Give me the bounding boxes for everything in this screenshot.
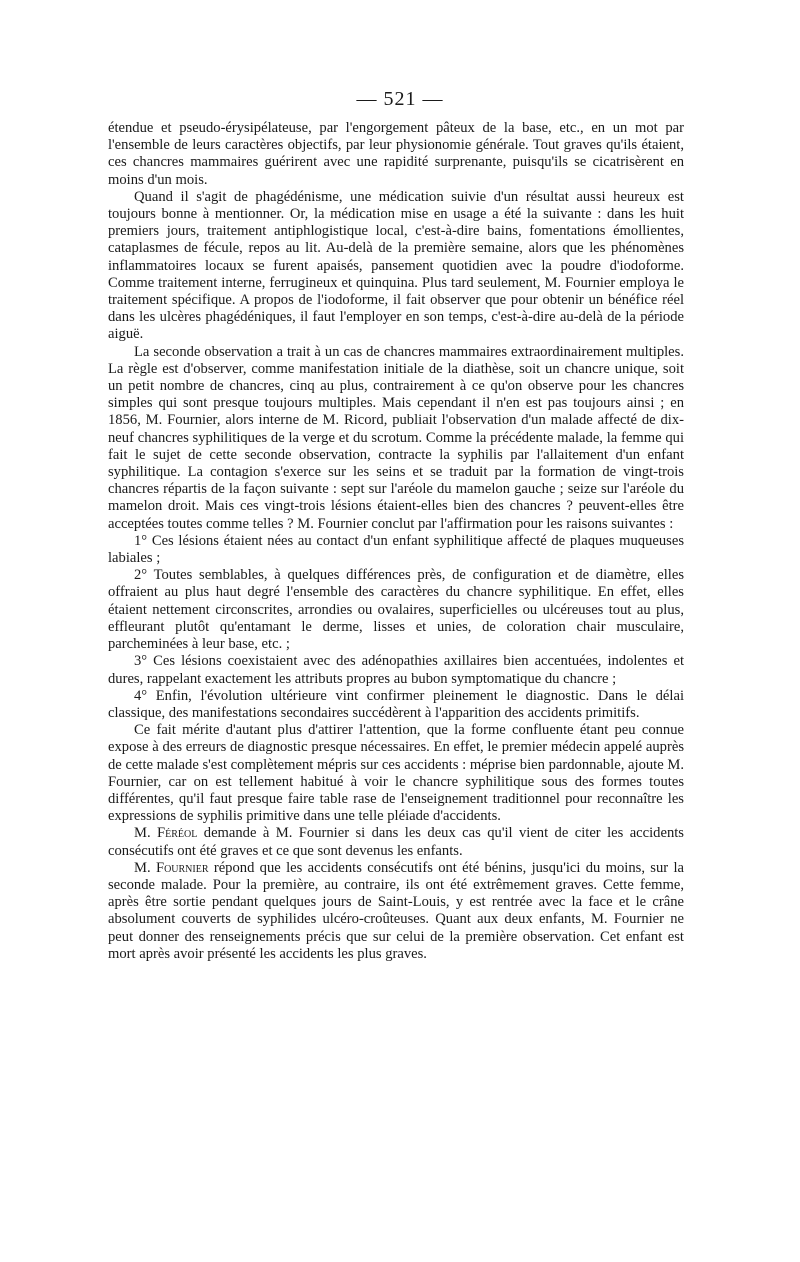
fereol-question-text: demande à M. Fournier si dans les deux cas qu'il vient de citer les accidents consécutifs ont été graves et ce que sont devenus les enfants. bbox=[108, 825, 684, 859]
paragraph-second-observation: La seconde observation a trait à un cas de chancres mammaires extraordinairement multiples. La règle est d'observer, comme manifestation initiale de la diathèse, soit un chancre unique, soit un petit nombre de chancres, cinq au plus, contrairement à ce qu'on observe pour les chancres simples qui sont presque toujours multiples. Mais cependant il n'en est pas toujours ainsi ; en 1856, M. Fournier, alors interne de M. Ricord, publiait l'observation d'un malade affecté de dix-neuf chancres syphilitiques de la verge et du scrotum. Comme la précédente malade, la femme qui fait le sujet de cette seconde observation, contracte la syphilis par l'allaitement d'un enfant syphilitique. La contagion s'exerce sur les seins et se traduit par la formation de vingt-trois chancres répartis de la façon suivante : sept sur l'aréole du mamelon gauche ; seize sur l'aréole du mamelon droit. Mais ces vingt-trois lésions étaient-elles bien des chancres ? peuvent-elles être acceptées toutes comme telles ? M. Fournier conclut par l'affirmation pour les raisons suivantes : bbox=[108, 343, 684, 532]
fournier-reply-text: répond que les accidents consécutifs ont été bénins, jusqu'ici du moins, sur la seconde malade. Pour la première, au contraire, ils ont été extrêmement graves. Cette femme, après être sortie pendant quelques jours de Saint-Louis, y est rentrée avec la face et le crâne absolument couverts de syphilides ulcéro-croûteuses. Quant aux deux enfants, M. Fournier ne peut donner des renseignements précis que sur celui de la première observation. Cet enfant est mort après avoir présenté les accidents les plus graves. bbox=[108, 859, 684, 962]
speaker-fournier: M. Fournier bbox=[134, 859, 209, 876]
paragraph-fereol-question bbox=[108, 825, 684, 859]
reason-3: 3° Ces lésions coexistaient avec des adénopathies axillaires bien accentuées, indolentes et dures, rappelant exactement les attributs propres au bubon symptomatique du chancre ; bbox=[108, 653, 684, 687]
reason-2: 2° Toutes semblables, à quelques différences près, de configuration et de diamètre, elles offraient au plus haut degré l'ensemble des caractères du chancre syphilitique. En effet, elles étaient nettement circonscrites, arrondies ou ovalaires, superficielles ou ulcéreuses tout au plus, effleurant plutôt qu'entamant le derme, lisses et unies, de coloration chair musculaire, parcheminées à leur base, etc. ; bbox=[108, 567, 684, 653]
speaker-fereol: M. Féréol bbox=[134, 825, 198, 842]
paragraph-continuation: étendue et pseudo-érysipélateuse, par l'engorgement pâteux de la base, etc., en un mot par l'ensemble de leurs caractères objectifs, par leur physionomie générale. Tout graves qu'ils étaient, ces chancres mammaires guérirent avec une rapidité surprenante, puisqu'ils se cicatrisèrent en moins d'un mois. bbox=[108, 120, 684, 188]
paragraph-confluent-form: Ce fait mérite d'autant plus d'attirer l'attention, que la forme confluente étant peu connue expose à des erreurs de diagnostic presque nécessaires. En effet, le premier médecin appelé auprès de cette malade s'est complètement mépris sur ces accidents : méprise bien pardonnable, ajoute M. Fournier, car on est tellement habitué à voir le chancre syphilitique sous des formes toutes différentes, qu'il faut presque faire table rase de l'enseignement traditionnel pour reconnaître les expressions de syphilis primitive dans une telle pléiade d'accidents. bbox=[108, 722, 684, 825]
reason-4: 4° Enfin, l'évolution ultérieure vint confirmer pleinement le diagnostic. Dans le délai classique, des manifestations secondaires succédèrent à l'apparition des accidents primitifs. bbox=[108, 687, 684, 721]
body-text bbox=[108, 120, 684, 963]
paragraph-phagedenisme: Quand il s'agit de phagédénisme, une médication suivie d'un résultat aussi heureux est toujours bonne à mentionner. Or, la médication mise en usage a été la suivante : dans les huit premiers jours, traitement antiphlogistique local, c'est-à-dire bains, fomentations émollientes, cataplasmes de fécule, repos au lit. Au-delà de la première semaine, alors que les phénomènes inflammatoires locaux se furent apaisés, pansement quotidien avec la poudre d'iodoforme. Comme traitement interne, ferrugineux et quinquina. Plus tard seulement, M. Fournier employa le traitement spécifique. A propos de l'iodoforme, il fait observer que pour obtenir un bénéfice réel dans les ulcères phagédéniques, il faut l'employer en son temps, c'est-à-dire au-delà de la période aiguë. bbox=[108, 188, 684, 343]
reason-1: 1° Ces lésions étaient nées au contact d'un enfant syphilitique affecté de plaques muqueuses labiales ; bbox=[108, 532, 684, 567]
paragraph-fournier-reply bbox=[108, 860, 684, 963]
page-number: — 521 — bbox=[356, 88, 444, 110]
